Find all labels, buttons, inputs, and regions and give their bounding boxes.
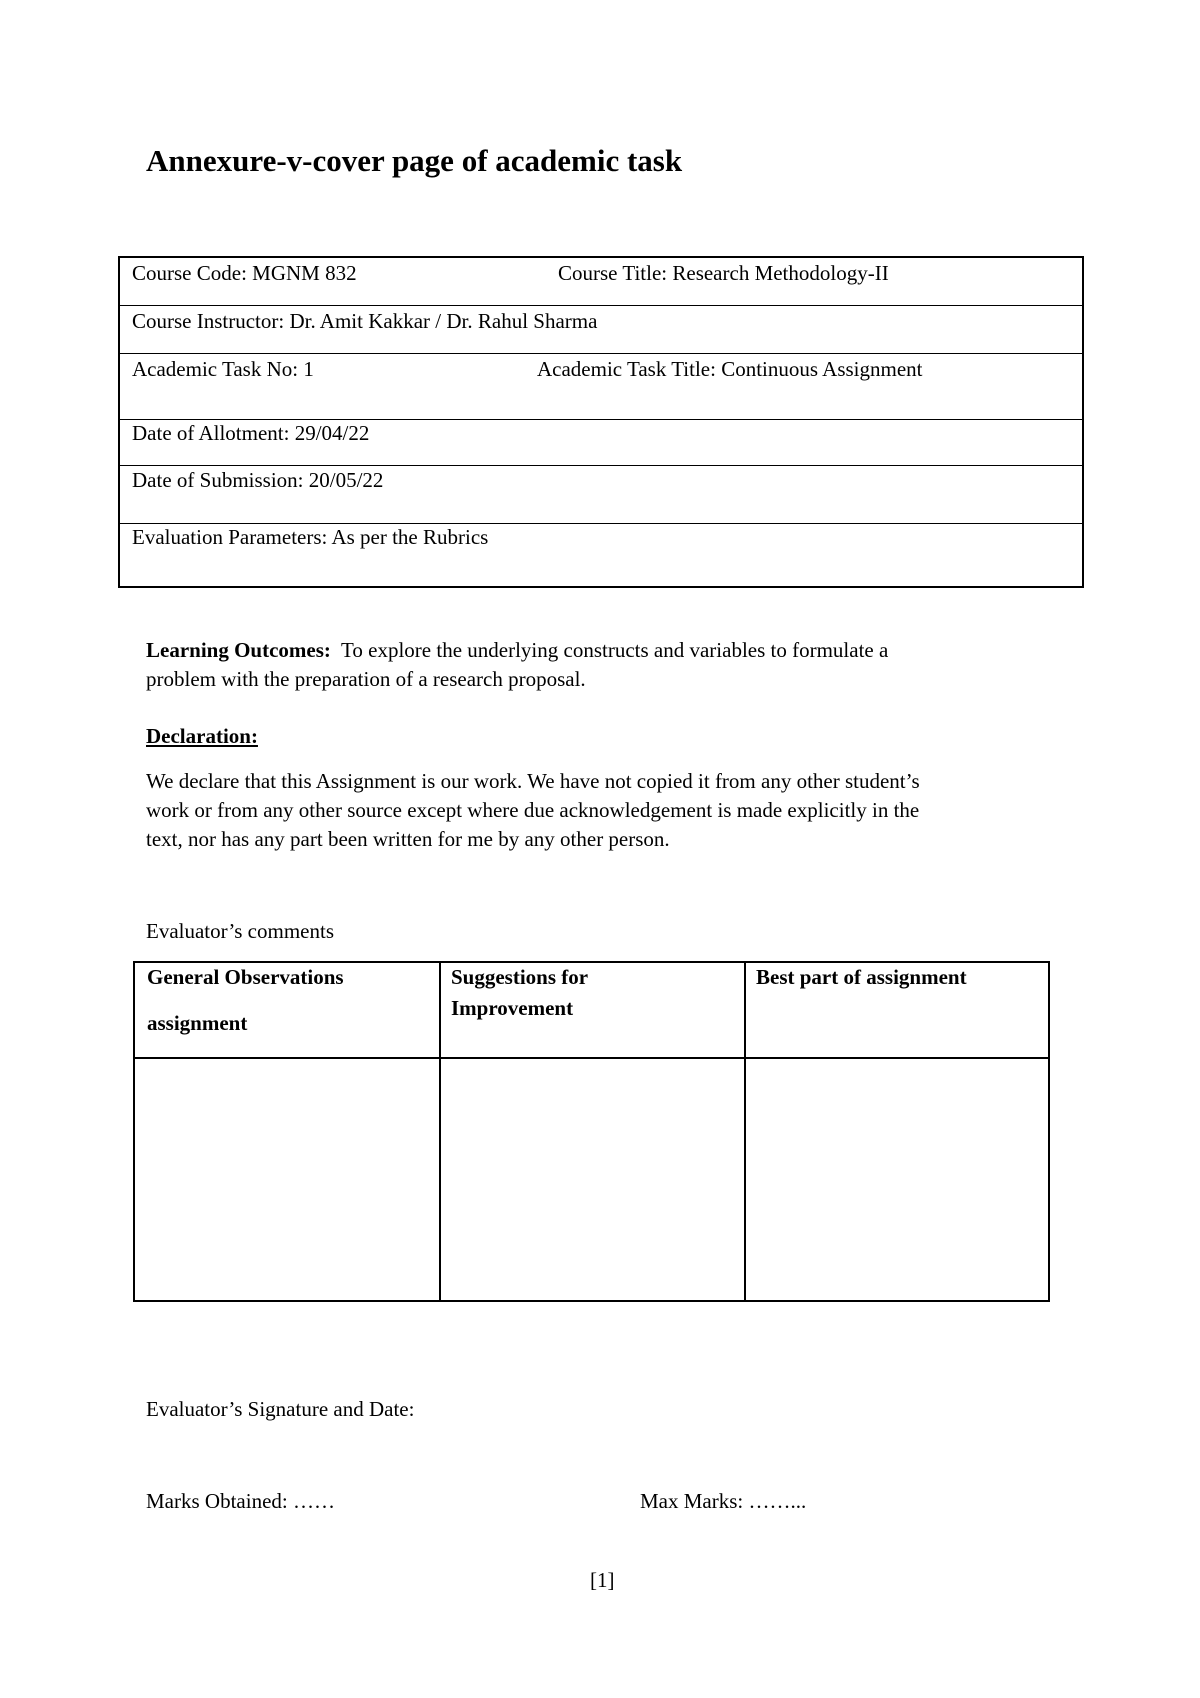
marks-obtained: Marks Obtained: ……	[146, 1489, 335, 1513]
date-submission-row	[120, 466, 1082, 524]
evaluator-comments-table	[133, 961, 1050, 1302]
course-instructor: Course Instructor: Dr. Amit Kakkar / Dr. Rahul Sharma	[132, 309, 598, 333]
header-suggestions	[451, 962, 588, 1024]
suggestions-cell	[441, 1059, 743, 1302]
header-suggestions-line1: Suggestions for	[451, 965, 589, 989]
course-title: Course Title: Research Methodology-II	[558, 261, 889, 285]
evaluator-comments-label: Evaluator’s comments	[146, 919, 334, 943]
evaluation-parameters: Evaluation Parameters: As per the Rubrics	[132, 525, 489, 549]
declaration-line1: We declare that this Assignment is our work. We have not copied it from any other student’s	[146, 769, 920, 793]
header-general-observations-line2: assignment	[147, 1011, 248, 1035]
header-suggestions-line2: Improvement	[451, 996, 574, 1020]
header-general-observations	[147, 962, 344, 1039]
course-code-row	[120, 258, 1082, 306]
declaration-text	[146, 767, 920, 854]
evaluator-signature-label: Evaluator’s Signature and Date:	[146, 1397, 415, 1421]
header-best-part: Best part of assignment	[756, 965, 967, 989]
evaluation-parameters-row	[120, 524, 1082, 586]
academic-task-title: Academic Task Title: Continuous Assignment	[537, 357, 923, 381]
page-title: Annexure-v-cover page of academic task	[146, 143, 683, 178]
course-instructor-row	[120, 306, 1082, 354]
learning-outcomes	[146, 636, 888, 694]
declaration-heading: Declaration:	[146, 724, 258, 748]
header-general-observations-line1: General Observations	[147, 965, 344, 989]
date-of-allotment: Date of Allotment: 29/04/22	[132, 421, 370, 445]
date-of-submission: Date of Submission: 20/05/22	[132, 468, 384, 492]
learning-outcomes-line1: To explore the underlying constructs and variables to formulate a	[341, 638, 889, 662]
declaration-line3: text, nor has any part been written for me by any other person.	[146, 827, 670, 851]
max-marks: Max Marks: ……...	[640, 1489, 807, 1513]
best-part-cell	[746, 1059, 1048, 1302]
academic-task-row	[120, 354, 1082, 420]
page-number: [1]	[590, 1568, 615, 1592]
course-info-table	[118, 256, 1084, 588]
learning-outcomes-label: Learning Outcomes:	[146, 638, 331, 662]
course-code: Course Code: MGNM 832	[132, 261, 357, 285]
date-allotment-row	[120, 420, 1082, 466]
learning-outcomes-line2: problem with the preparation of a research proposal.	[146, 667, 586, 691]
academic-task-no: Academic Task No: 1	[132, 357, 314, 381]
declaration-line2: work or from any other source except where due acknowledgement is made explicitly in the	[146, 798, 920, 822]
general-observations-cell	[135, 1059, 438, 1302]
